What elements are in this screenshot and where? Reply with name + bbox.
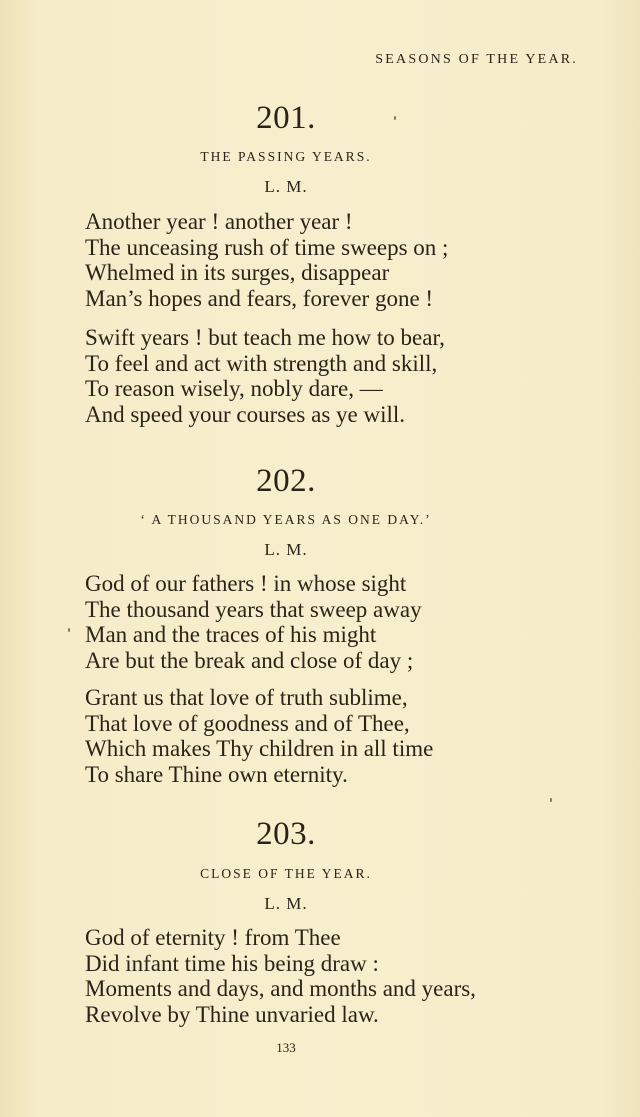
verse-line: Grant us that love of truth sublime, [85, 685, 408, 710]
hymn-201-title: THE PASSING YEARS. [200, 149, 372, 164]
hymn-203-number: 203. [256, 816, 316, 852]
hymn-201-stanza-1 [85, 209, 448, 311]
hymn-202-stanza-2 [85, 685, 433, 787]
verse-line: The thousand years that sweep away [85, 596, 422, 622]
hymn-201-stanza-2 [85, 325, 445, 427]
verse-line: To share Thine own eternity. [85, 761, 348, 787]
verse-line: And speed your courses as ye will. [85, 401, 406, 427]
verse-line: Are but the break and close of day ; [85, 647, 414, 673]
hymn-202-meter: L. M. [264, 540, 308, 559]
verse-line: Swift years ! but teach me how to bear, [85, 325, 445, 350]
verse-line: That love of goodness and of Thee, [85, 710, 410, 736]
hymn-203-stanza-1 [85, 925, 476, 1027]
verse-line: God of our fathers ! in whose sight [85, 571, 407, 596]
hymn-202-title: ‘ A THOUSAND YEARS AS ONE DAY.’ [140, 512, 432, 527]
ink-speck [68, 628, 70, 632]
verse-line: God of eternity ! from Thee [85, 925, 341, 950]
hymn-203-meter: L. M. [264, 894, 308, 913]
verse-line: Another year ! another year ! [85, 209, 353, 234]
verse-line: To reason wisely, nobly dare, — [85, 376, 383, 401]
ink-speck [550, 798, 552, 802]
verse-line: Whelmed in its surges, disappear [85, 260, 390, 285]
verse-line: Revolve by Thine unvaried law. [85, 1001, 379, 1027]
verse-line: Moments and days, and months and years, [85, 976, 476, 1001]
hymn-201-meter: L. M. [264, 177, 308, 196]
hymn-202-stanza-1 [85, 571, 422, 673]
hymn-201-number: 201. [256, 100, 316, 136]
hymn-202-number: 202. [256, 463, 316, 499]
verse-line: Man’s hopes and fears, forever gone ! [85, 285, 434, 311]
page-number: 133 [276, 1040, 296, 1055]
verse-line: Which makes Thy children in all time [85, 736, 434, 761]
verse-line: Did infant time his being draw : [85, 950, 379, 976]
ink-speck [394, 116, 396, 120]
hymn-203-title: CLOSE OF THE YEAR. [200, 866, 372, 881]
verse-line: The unceasing rush of time sweeps on ; [85, 234, 449, 260]
verse-line: Man and the traces of his might [85, 622, 377, 647]
running-head: SEASONS OF THE YEAR. [375, 52, 578, 67]
verse-line: To feel and act with strength and skill, [85, 350, 438, 376]
